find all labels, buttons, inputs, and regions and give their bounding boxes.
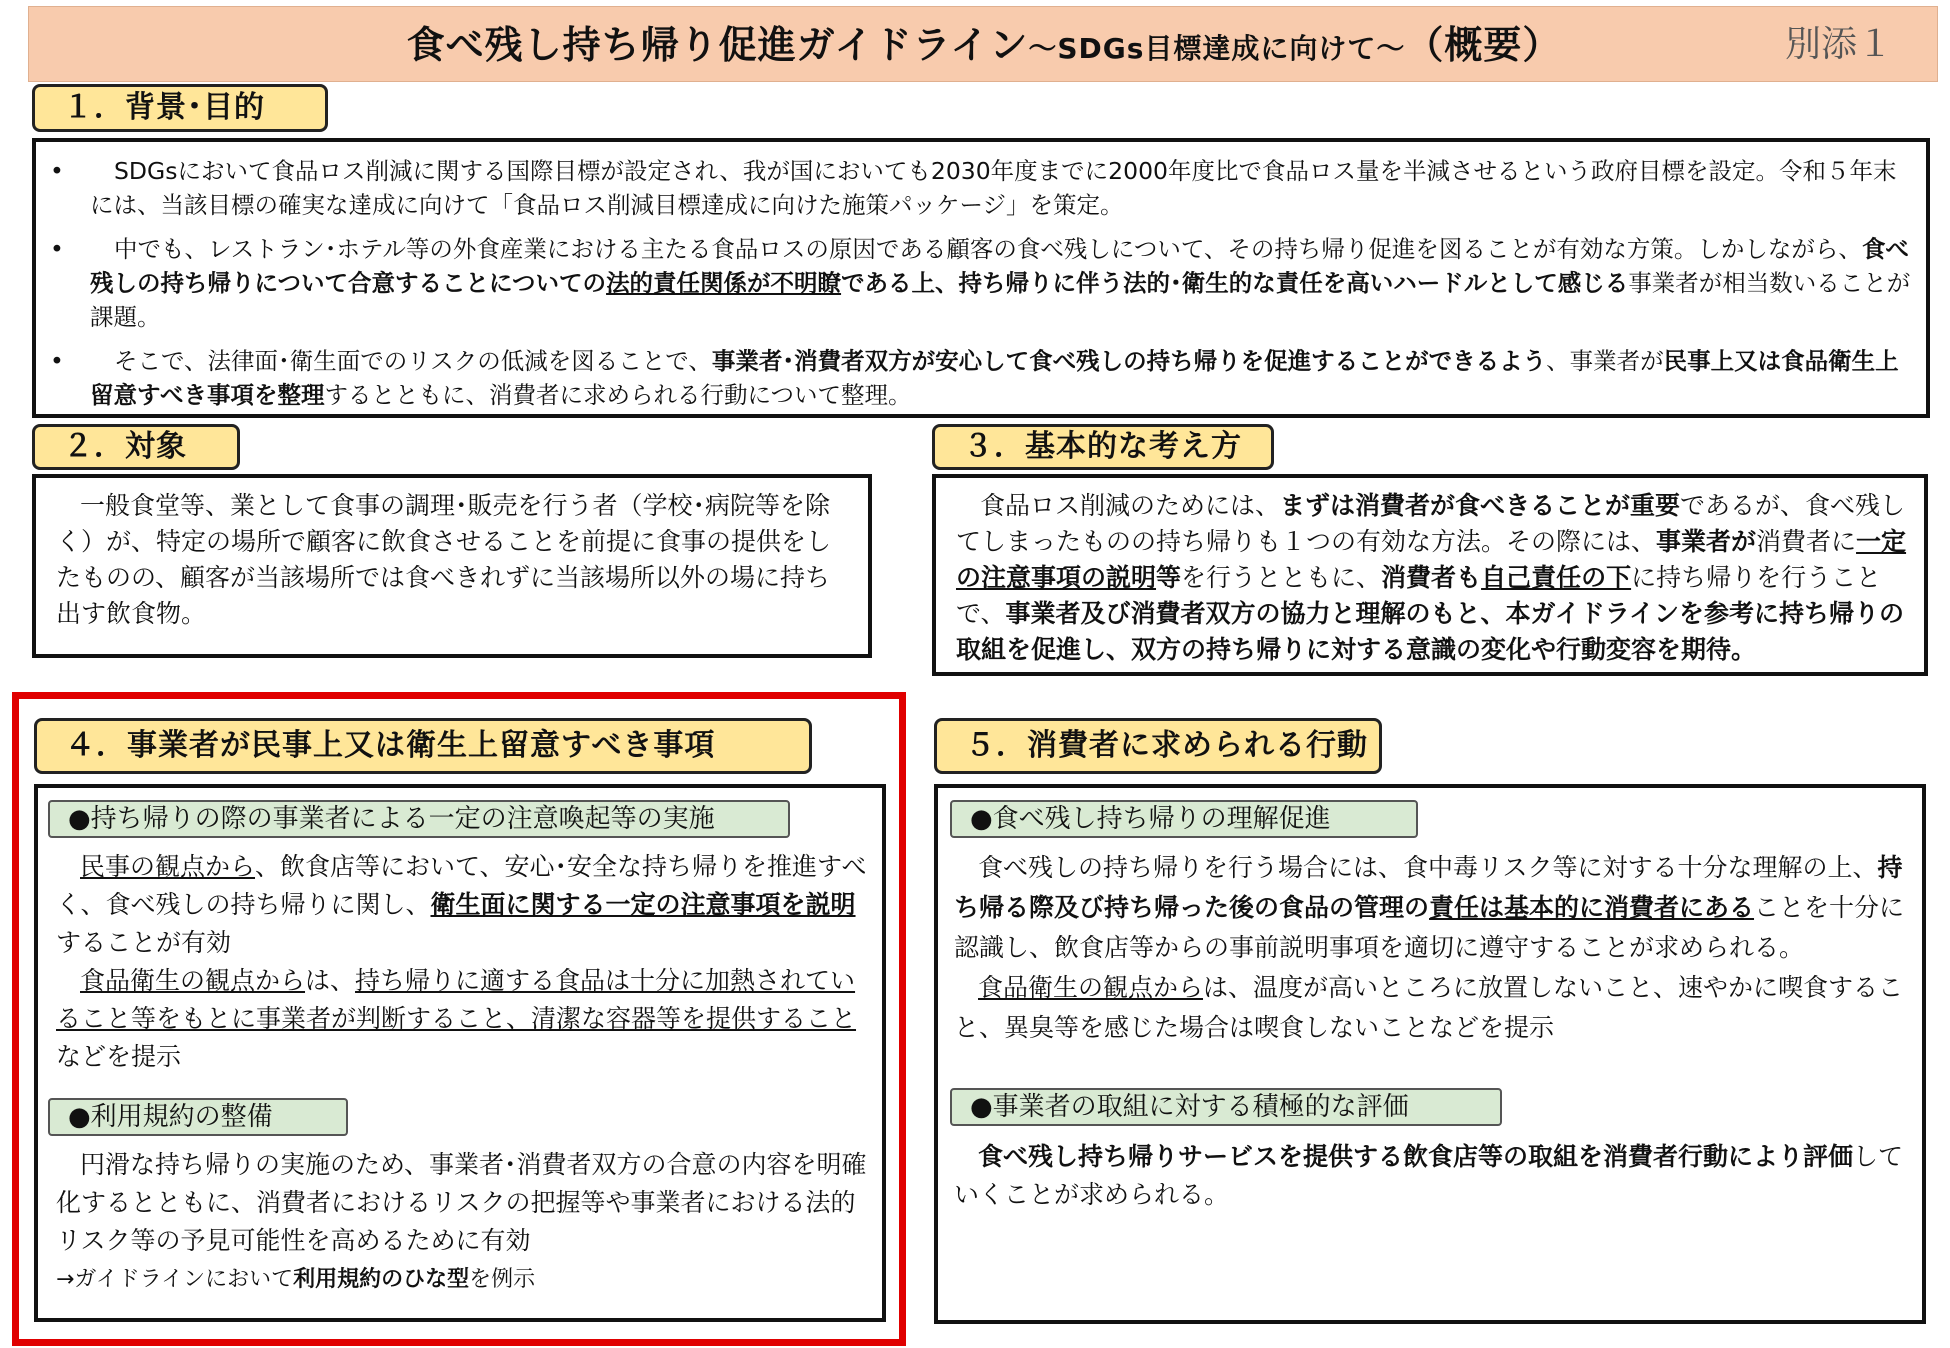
- section-4-box: [34, 784, 886, 1322]
- section-4-sub2-label: ●利用規約の整備: [48, 1098, 348, 1136]
- section-1-label: １．背景･目的: [32, 84, 328, 132]
- section-3-bold: 事業者及び消費者双方の協力と理解のもと、本ガイドラインを参考に持ち帰りの取組を促進し、双方の持ち帰りに対する意識の変化や行動変容を期待。: [956, 599, 1905, 664]
- title-main: 食べ残し持ち帰り促進ガイドライン: [406, 23, 1029, 67]
- section-3-box: [932, 474, 1928, 676]
- section-3-plain: 消費者に: [1756, 527, 1857, 556]
- bullet-text: 事業者が相当数いることが課題。: [90, 269, 1911, 331]
- bullet-bold: 事業者･消費者双方が安心して食べ残しの持ち帰りを促進することができるよう: [711, 347, 1547, 375]
- bullet-bold: 民事上又は食品衛生上留意すべき事項を整理: [90, 347, 1899, 409]
- bullet-bold: 食べ残しの持ち帰りについて合意することについての: [90, 235, 1909, 297]
- bullet-text: そこで、法律面･衛生面でのリスクの低減を図ることで、: [114, 347, 712, 375]
- plain-text: 食べ残しの持ち帰りを行う場合には、食中毒リスク等に対する十分な理解の上、: [978, 853, 1878, 882]
- section-5-label: ５．消費者に求められる行動: [934, 718, 1382, 774]
- bullet-text: 中でも、レストラン･ホテル等の外食産業における主たる食品ロスの原因である顧客の食べ残しについて、その持ち帰り促進を図ることが有効な方策。しかしながら、: [114, 235, 1862, 263]
- section-4-sub1-p2: [48, 962, 872, 1076]
- underline-text: 食品衛生の観点から: [80, 966, 306, 995]
- section-4-sub1-label: ●持ち帰りの際の事業者による一定の注意喚起等の実施: [48, 800, 790, 838]
- page-title: [29, 7, 1939, 83]
- page-header: [28, 6, 1938, 82]
- plain-text: は、: [305, 966, 356, 995]
- bullet-text: SDGsにおいて食品ロス削減に関する国際目標が設定され、我が国においても2030年度までに2000年度比で食品ロス量を半減させるという政府目標を設定。令和５年末には、当該目標の確実な達成に向けて「食品ロス削減目標達成に向けた施策パッケージ」を策定。: [90, 157, 1897, 219]
- section-5-sub1-label: ●食べ残し持ち帰りの理解促進: [950, 800, 1418, 838]
- section-3-bold-underline: 一定の注意事項の説明: [956, 527, 1907, 592]
- bullet-text: するとともに、消費者に求められる行動について整理。: [324, 381, 912, 409]
- section-5-sub1-p2: [950, 968, 1912, 1048]
- section-3-label: ３．基本的な考え方: [932, 424, 1274, 470]
- bold-text: 利用規約のひな型: [293, 1267, 470, 1292]
- bold-text: 食べ残し持ち帰りサービスを提供する飲食店等の取組を消費者行動により評価: [978, 1142, 1854, 1171]
- plain-text: していくことが求められる。: [954, 1142, 1904, 1209]
- underline-text: 民事の観点から: [80, 852, 256, 881]
- section-3-plain: を行うとともに、: [1181, 563, 1382, 592]
- plain-text: することが有効: [56, 928, 232, 957]
- annex-label: 別添１: [1784, 24, 1893, 65]
- section-2-label: ２．対象: [32, 424, 240, 470]
- underline-text: 食品衛生の観点から: [978, 973, 1204, 1002]
- section-1-box: [32, 138, 1930, 418]
- section-3-bold: まずは消費者が食べきることが重要: [1280, 491, 1681, 520]
- bullet-item: [36, 154, 1912, 222]
- bullet-dot: •: [50, 347, 64, 375]
- section-3-plain: であるが、食べ残してしまったものの持ち帰りも１つの有効な方法。その際には、: [956, 491, 1906, 556]
- bullet-dot: •: [50, 235, 64, 263]
- section-3-bold-underline: 自己責任の下: [1481, 563, 1632, 592]
- plain-text: は、温度が高いところに放置しないこと、速やかに喫食すること、異臭等を感じた場合は喫食しないことなどを提示: [954, 973, 1904, 1042]
- section-3-bold: 等: [1156, 563, 1182, 592]
- bold-underline-text: 衛生面に関する一定の注意事項を説明: [430, 890, 856, 919]
- section-5-sub2-text: [950, 1138, 1912, 1214]
- section-5-sub2-label: ●事業者の取組に対する積極的な評価: [950, 1088, 1502, 1126]
- section-2-text: 一般食堂等、業として食事の調理･販売を行う者（学校･病院等を除く）が、特定の場所で顧客に飲食させることを前提に食事の提供をしたものの、顧客が当該場所では食べきれずに当該場所以外の場に持ち出す飲食物。: [56, 491, 832, 628]
- section-4-sub1-p1: [48, 848, 872, 962]
- section-1-bullets: [36, 154, 1912, 412]
- section-4-sub2-note: [48, 1264, 872, 1296]
- section-2-box: [32, 474, 872, 658]
- underline-text: 持ち帰りに適する食品は十分に加熱されていること等をもとに事業者が判断すること、清潔な容器等を提供すること: [56, 966, 857, 1033]
- bullet-bold: である上、持ち帰りに伴う法的･衛生的な責任を高いハードルとして感じる: [841, 269, 1629, 297]
- bullet-dot: •: [50, 157, 64, 185]
- bullet-item: [36, 344, 1912, 412]
- section-5-box: [934, 784, 1926, 1324]
- title-suffix: （概要）: [1405, 23, 1562, 67]
- section-4-sub2-text: 円滑な持ち帰りの実施のため、事業者･消費者双方の合意の内容を明確化するとともに、消費者におけるリスクの把握等や事業者における法的リスク等の予見可能性を高めるために有効: [56, 1150, 867, 1255]
- title-sub: ～SDGs目標達成に向けて～: [1028, 32, 1406, 65]
- section-3-text: [956, 488, 1910, 668]
- section-4-label: ４．事業者が民事上又は衛生上留意すべき事項: [34, 718, 812, 774]
- plain-text: ことを十分に認識し、飲食店等からの事前説明事項を適切に遵守することが求められる。: [954, 893, 1905, 962]
- plain-text: 、飲食店等において、安心･安全な持ち帰りを推進すべく、食べ残しの持ち帰りに関し、: [56, 852, 867, 919]
- section-3-bold: 消費者も: [1381, 563, 1482, 592]
- plain-text: を例示: [469, 1267, 536, 1292]
- section-3-plain: 食品ロス削減のためには、: [980, 491, 1281, 520]
- bullet-item: [36, 232, 1912, 334]
- bullet-bold-underline: 法的責任関係が不明瞭: [606, 269, 842, 297]
- section-3-bold: 事業者が: [1656, 527, 1757, 556]
- section-3-plain: に持ち帰りを行うことで、: [956, 563, 1882, 628]
- bold-underline-text: 責任は基本的に消費者にある: [1429, 893, 1755, 922]
- section-5-sub1-p1: [950, 848, 1912, 968]
- plain-text: などを提示: [56, 1042, 182, 1071]
- plain-text: →ガイドラインにおいて: [56, 1267, 294, 1292]
- bullet-text: 、事業者が: [1546, 347, 1664, 375]
- bold-text: 持ち帰る際及び持ち帰った後の食品の管理の: [954, 853, 1903, 922]
